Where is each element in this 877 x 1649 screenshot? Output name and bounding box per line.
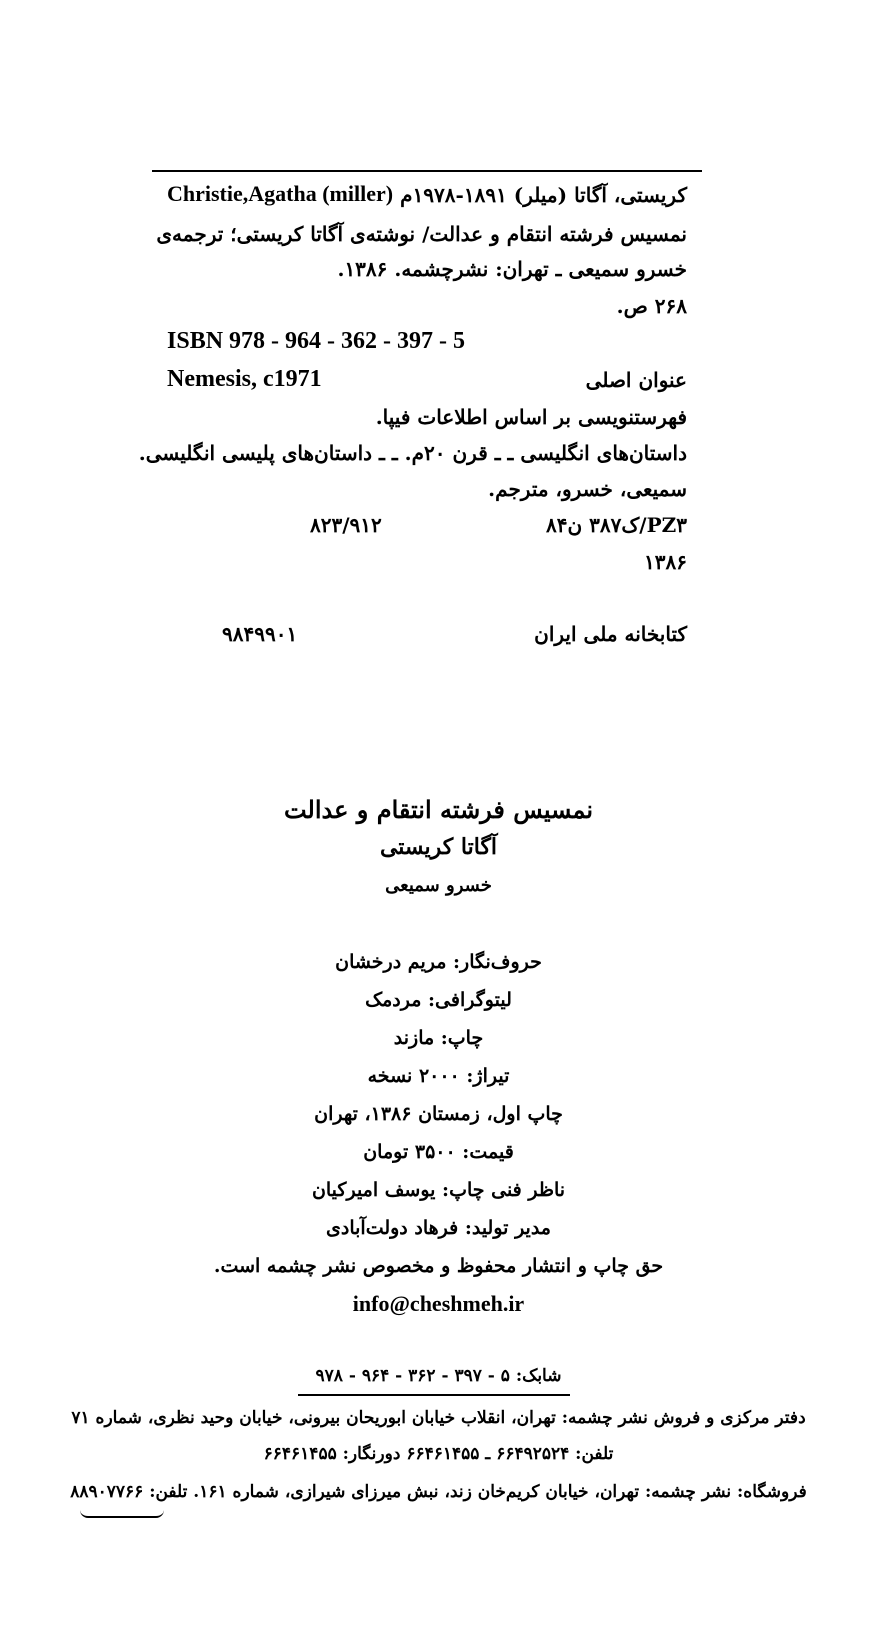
- catalog-translator-entry: سمیعی، خسرو، مترجم.: [488, 477, 687, 501]
- catalog-national-number: ۹۸۴۹۹۰۱: [222, 622, 298, 646]
- credit-typesetter: حروف‌نگار: مریم درخشان: [335, 951, 542, 973]
- credit-printer: چاپ: مازند: [393, 1027, 484, 1049]
- book-title: نمسیس فرشته انتقام و عدالت: [283, 795, 594, 824]
- catalog-publication: خسرو سمیعی ـ تهران: نشرچشمه. ۱۳۸۶.: [337, 257, 687, 281]
- credit-price: قیمت: ۳۵۰۰ تومان: [363, 1141, 514, 1163]
- credit-lithography: لیتوگرافی: مردمک: [365, 989, 512, 1011]
- footer-office-phones: تلفن: ۶۶۴۹۲۵۲۴ ـ ۶۶۴۶۱۴۵۵ دورنگار: ۶۶۴۶۱۴۵۵: [263, 1444, 614, 1464]
- catalog-top-rule: [152, 170, 702, 172]
- credit-print-run: تیراژ: ۲۰۰۰ نسخه: [367, 1065, 510, 1087]
- book-translator: خسرو سمیعی: [385, 875, 492, 896]
- credit-edition: چاپ اول، زمستان ۱۳۸۶، تهران: [314, 1103, 563, 1125]
- credit-technical-supervisor: ناظر فنی چاپ: یوسف امیرکیان: [311, 1179, 566, 1201]
- catalog-subjects: داستان‌های انگلیسی ـ ـ قرن ۲۰م. ـ ـ داستان‌های پلیسی انگلیسی.: [138, 441, 687, 465]
- catalog-lc-class: PZ۳/ک۳۸۷ ن۸۴: [546, 513, 687, 537]
- catalog-pages: ۲۶۸ ص.: [616, 294, 687, 318]
- footer-office-address: دفتر مرکزی و فروش نشر چشمه: تهران، انقلاب خیابان ابوریحان بیرونی، خیابان وحید نظری، شماره ۷۱: [71, 1408, 806, 1428]
- catalog-isbn: ISBN 978 - 964 - 362 - 397 - 5: [167, 328, 465, 354]
- catalog-original-title-label: عنوان اصلی: [585, 368, 687, 392]
- catalog-dewey: ۸۲۳/۹۱۲: [310, 513, 382, 537]
- publisher-email: info@cheshmeh.ir: [352, 1291, 525, 1316]
- book-author: آگاتا کریستی: [379, 834, 498, 860]
- store-phone-underline: [80, 1510, 164, 1518]
- footer-shabak-rule: [298, 1394, 570, 1396]
- catalog-title-statement: نمسیس فرشته انتقام و عدالت/ نوشته‌ی آگاتا کریستی؛ ترجمه‌ی: [156, 222, 687, 246]
- credit-copyright: حق چاپ و انتشار محفوظ و مخصوص نشر چشمه است.: [213, 1255, 664, 1277]
- credit-production-manager: مدیر تولید: فرهاد دولت‌آبادی: [326, 1217, 551, 1239]
- catalog-author-en: Christie,Agatha (miller): [167, 181, 394, 206]
- catalog-fipa-note: فهرستنویسی بر اساس اطلاعات فیپا.: [375, 405, 687, 429]
- catalog-original-title: Nemesis, c1971: [167, 366, 322, 392]
- footer-store-address: فروشگاه: نشر چشمه: تهران، خیابان کریم‌خان زند، نبش میرزای شیرازی، شماره ۱۶۱. تلفن: ۸۸۹۰۷۷۶۶: [70, 1482, 807, 1502]
- footer-shabak: شابک: ۵ - ۳۹۷ - ۳۶۲ - ۹۶۴ - ۹۷۸: [315, 1366, 562, 1386]
- catalog-author-fa: کریستی، آگاتا (میلر) ۱۸۹۱-۱۹۷۸م: [400, 183, 687, 207]
- catalog-national-library: کتابخانه ملی ایران: [534, 622, 687, 646]
- catalog-year: ۱۳۸۶: [644, 550, 687, 574]
